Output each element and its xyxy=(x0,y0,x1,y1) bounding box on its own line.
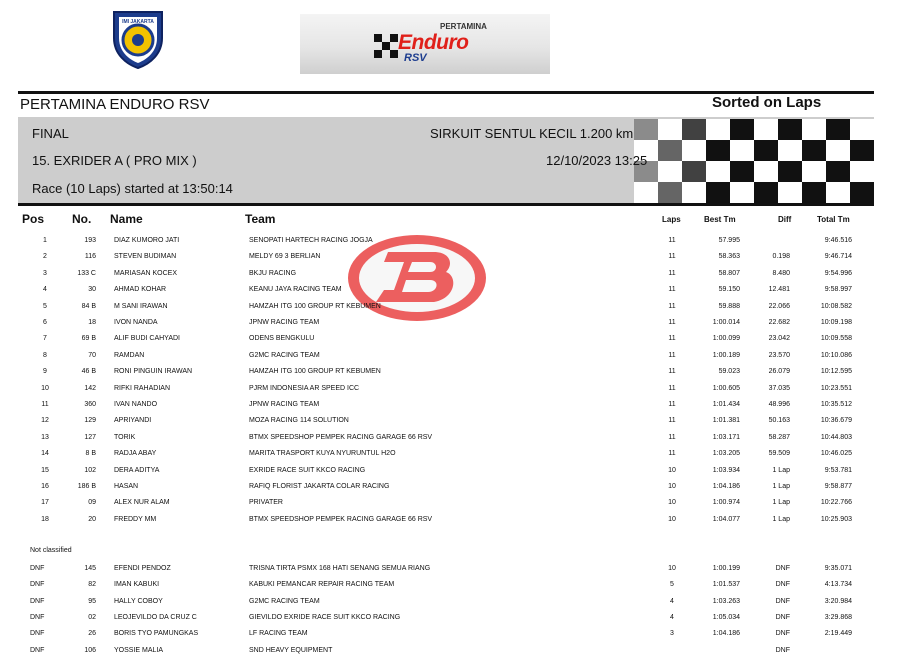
cell-team: KEANU JAYA RACING TEAM xyxy=(249,286,342,294)
cell-no: 84 B xyxy=(81,302,96,310)
checker-square xyxy=(634,182,658,203)
cell-laps: 11 xyxy=(668,401,676,408)
cell-no: 127 xyxy=(84,433,96,441)
cell-no: 145 xyxy=(84,565,96,572)
cell-diff: 12.481 xyxy=(768,286,790,294)
cell-diff: 48.996 xyxy=(768,401,790,408)
cell-best: 1:00.014 xyxy=(712,319,740,326)
cell-diff: 23.570 xyxy=(768,351,790,359)
col-header-name: Name xyxy=(110,212,143,226)
cell-total: 10:36.679 xyxy=(820,417,852,425)
cell-best: 1:00.199 xyxy=(712,565,740,572)
cell-name: BORIS TYO PAMUNGKAS xyxy=(114,630,199,638)
result-row xyxy=(0,334,900,350)
sponsor-pertamina-text: PERTAMINA xyxy=(440,22,487,31)
result-row xyxy=(0,515,900,531)
cell-pos: DNF xyxy=(30,565,45,572)
cell-pos: 6 xyxy=(43,319,47,326)
cell-team: EXRIDE RACE SUIT KKCO RACING xyxy=(249,466,366,474)
cell-no: 8 B xyxy=(85,450,96,458)
cell-best: 59.023 xyxy=(718,368,740,376)
cell-team: GIEVILDO EXRIDE RACE SUIT KKCO RACING xyxy=(249,613,401,621)
cell-name: TORIK xyxy=(114,433,136,441)
sort-label: Sorted on Laps xyxy=(712,94,822,111)
cell-team: MELDY 69 3 BERLIAN xyxy=(249,253,321,261)
dnf-row xyxy=(0,564,900,580)
cell-diff: 8.480 xyxy=(772,269,790,277)
result-row xyxy=(0,351,900,367)
cell-team: G2MC RACING TEAM xyxy=(249,597,320,605)
race-class: 15. EXRIDER A ( PRO MIX ) xyxy=(32,153,197,168)
checker-square xyxy=(730,119,754,140)
cell-no: 186 B xyxy=(77,483,96,490)
cell-best: 57.995 xyxy=(718,237,740,244)
circuit-name: SIRKUIT SENTUL KECIL 1.200 km xyxy=(430,126,634,141)
checker-square xyxy=(706,140,730,161)
result-row xyxy=(0,433,900,449)
cell-pos: 12 xyxy=(41,417,49,425)
checker-square xyxy=(802,182,826,203)
cell-best: 1:00.974 xyxy=(712,499,740,507)
cell-best: 1:00.099 xyxy=(712,335,740,343)
checker-square xyxy=(850,161,874,182)
cell-no: 142 xyxy=(84,384,96,392)
result-row xyxy=(0,482,900,498)
result-row xyxy=(0,269,900,285)
cell-laps: 11 xyxy=(668,351,676,359)
col-header-best: Best Tm xyxy=(704,215,736,224)
pertamina-enduro-logo xyxy=(300,14,550,74)
cell-pos: 11 xyxy=(41,401,49,408)
cell-name: IVAN NANDO xyxy=(114,401,158,408)
checker-square xyxy=(658,182,682,203)
cell-best: 1:01.434 xyxy=(712,401,740,408)
cell-diff: 1 Lap xyxy=(772,483,790,490)
cell-name: HALLY COBOY xyxy=(114,597,163,605)
cell-laps: 11 xyxy=(668,286,676,294)
cell-total: 10:35.512 xyxy=(820,401,852,408)
cell-total: 3:20.984 xyxy=(824,597,852,605)
cell-pos: DNF xyxy=(30,646,45,654)
cell-total: 9:46.516 xyxy=(824,237,852,244)
cell-team: JPNW RACING TEAM xyxy=(249,401,320,408)
cell-no: 26 xyxy=(88,630,96,638)
cell-name: DIAZ KUMORO JATI xyxy=(114,237,180,244)
cell-total: 10:08.582 xyxy=(820,302,852,310)
cell-pos: 14 xyxy=(41,450,49,458)
cell-team: PRIVATER xyxy=(249,499,283,507)
dnf-row xyxy=(0,646,900,662)
cell-pos: 4 xyxy=(43,286,47,294)
cell-diff: DNF xyxy=(775,565,790,572)
cell-pos: 15 xyxy=(41,466,49,474)
cell-name: IMAN KABUKI xyxy=(114,581,160,589)
checker-square xyxy=(826,119,850,140)
col-header-no: No. xyxy=(72,212,92,226)
cell-diff: 1 Lap xyxy=(772,466,790,474)
cell-pos: 8 xyxy=(43,351,47,359)
cell-best: 58.807 xyxy=(718,269,740,277)
cell-diff: DNF xyxy=(775,630,790,638)
cell-laps: 5 xyxy=(670,581,674,589)
cell-diff: 22.066 xyxy=(768,302,790,310)
cell-total: 4:13.734 xyxy=(824,581,852,589)
cell-name: FREDDY MM xyxy=(114,515,157,523)
cell-team: RAFIQ FLORIST JAKARTA COLAR RACING xyxy=(249,483,390,490)
checker-square xyxy=(802,140,826,161)
cell-best: 1:00.605 xyxy=(712,384,740,392)
cell-total: 10:12.595 xyxy=(820,368,852,376)
cell-total: 10:09.198 xyxy=(820,319,852,326)
cell-team: G2MC RACING TEAM xyxy=(249,351,320,359)
cell-team: MOZA RACING 114 SOLUTION xyxy=(249,417,349,425)
cell-team: KABUKI PEMANCAR REPAIR RACING TEAM xyxy=(249,581,395,589)
not-classified-label: Not classified xyxy=(30,547,72,554)
checker-square xyxy=(682,161,706,182)
cell-no: 133 C xyxy=(77,269,96,277)
dnf-row xyxy=(0,613,900,629)
cell-no: 18 xyxy=(88,319,96,326)
result-row xyxy=(0,416,900,432)
cell-team: PJRM INDONESIA AR SPEED ICC xyxy=(249,384,360,392)
cell-total: 2:19.449 xyxy=(824,630,852,638)
cell-total: 9:58.877 xyxy=(824,483,852,490)
cell-name: ALEX NUR ALAM xyxy=(114,499,170,507)
cell-no: 95 xyxy=(88,597,96,605)
imi-logo-text: IMI JAKARTA xyxy=(122,19,154,25)
cell-team: JPNW RACING TEAM xyxy=(249,319,320,326)
cell-best: 1:00.189 xyxy=(712,351,740,359)
result-row xyxy=(0,466,900,482)
col-header-pos: Pos xyxy=(22,212,45,226)
cell-team: SENOPATI HARTECH RACING JOGJA xyxy=(249,237,373,244)
cell-no: 69 B xyxy=(81,335,96,343)
checker-square xyxy=(754,161,778,182)
cell-team: LF RACING TEAM xyxy=(249,630,308,638)
cell-laps: 3 xyxy=(670,630,674,638)
checker-square xyxy=(778,182,802,203)
cell-laps: 4 xyxy=(670,613,674,621)
cell-name: RAMDAN xyxy=(114,351,145,359)
cell-best: 1:03.934 xyxy=(712,466,740,474)
result-row xyxy=(0,449,900,465)
imi-logo xyxy=(108,8,168,70)
cell-laps: 11 xyxy=(668,384,676,392)
cell-pos: DNF xyxy=(30,581,45,589)
checker-square xyxy=(826,161,850,182)
checker-square xyxy=(826,182,850,203)
cell-pos: 3 xyxy=(43,269,47,277)
race-date-time: 12/10/2023 13:25 xyxy=(546,153,648,168)
result-row xyxy=(0,252,900,268)
checker-square xyxy=(706,182,730,203)
cell-pos: 13 xyxy=(41,433,49,441)
cell-pos: 2 xyxy=(43,253,47,261)
cell-no: 193 xyxy=(84,237,96,244)
checkered-flag-icon xyxy=(374,34,398,58)
cell-total: 10:10.086 xyxy=(820,351,852,359)
checker-square xyxy=(850,182,874,203)
checker-square xyxy=(634,119,658,140)
cell-pos: 9 xyxy=(43,368,47,376)
checker-square xyxy=(706,161,730,182)
cell-name: YOSSIE MALIA xyxy=(114,646,164,654)
cell-no: 09 xyxy=(88,499,96,507)
result-row xyxy=(0,285,900,301)
cell-diff: 0.198 xyxy=(772,253,790,261)
cell-diff: 22.682 xyxy=(768,319,790,326)
cell-best: 1:03.171 xyxy=(712,433,740,441)
cell-diff: DNF xyxy=(775,613,790,621)
checker-square xyxy=(802,119,826,140)
cell-diff: DNF xyxy=(775,581,790,589)
cell-name: ALIF BUDI CAHYADI xyxy=(114,335,180,343)
result-row xyxy=(0,498,900,514)
cell-total: 10:25.903 xyxy=(820,515,852,523)
result-row xyxy=(0,384,900,400)
cell-diff: 1 Lap xyxy=(772,515,790,523)
col-header-team: Team xyxy=(245,212,276,226)
cell-name: STEVEN BUDIMAN xyxy=(114,253,177,261)
cell-no: 30 xyxy=(88,286,96,294)
cell-total: 9:35.071 xyxy=(824,565,852,572)
cell-name: DERA ADITYA xyxy=(114,466,160,474)
cell-no: 106 xyxy=(84,646,96,654)
cell-diff: 26.079 xyxy=(768,368,790,376)
cell-total: 10:09.558 xyxy=(820,335,852,343)
cell-laps: 11 xyxy=(668,450,676,458)
cell-laps: 11 xyxy=(668,302,676,310)
cell-no: 360 xyxy=(84,401,96,408)
cell-name: LEOJEVILDO DA CRUZ C xyxy=(114,613,197,621)
cell-total: 10:44.803 xyxy=(820,433,852,441)
checker-square xyxy=(730,161,754,182)
checker-square xyxy=(802,161,826,182)
cell-team: TRISNA TIRTA PSMX 168 HATI SENANG SEMUA RIANG xyxy=(249,565,431,572)
cell-no: 46 B xyxy=(81,368,96,376)
cell-name: MARIASAN KOCEX xyxy=(114,269,178,277)
cell-laps: 4 xyxy=(670,597,674,605)
cell-best: 1:05.034 xyxy=(712,613,740,621)
col-header-laps: Laps xyxy=(662,215,681,224)
checker-square xyxy=(730,140,754,161)
cell-pos: 16 xyxy=(41,483,49,490)
cell-pos: DNF xyxy=(30,630,45,638)
result-row xyxy=(0,318,900,334)
cell-pos: 10 xyxy=(41,384,49,392)
result-row xyxy=(0,367,900,383)
result-row xyxy=(0,236,900,252)
checker-square xyxy=(754,182,778,203)
cell-best: 59.888 xyxy=(718,302,740,310)
cell-best: 1:04.186 xyxy=(712,483,740,490)
cell-team: HAMZAH ITG 100 GROUP RT KEBUMEN xyxy=(249,368,381,376)
col-header-diff: Diff xyxy=(778,215,792,224)
checker-square xyxy=(778,161,802,182)
cell-best: 1:04.077 xyxy=(712,515,740,523)
cell-total: 10:23.551 xyxy=(820,384,852,392)
checker-square xyxy=(850,140,874,161)
cell-pos: 17 xyxy=(41,499,49,507)
checker-square xyxy=(658,140,682,161)
cell-laps: 11 xyxy=(668,253,676,261)
cell-no: 129 xyxy=(84,417,96,425)
dnf-row xyxy=(0,629,900,645)
cell-team: HAMZAH ITG 100 GROUP RT KEBUMEN xyxy=(249,302,381,310)
cell-team: BTMX SPEEDSHOP PEMPEK RACING GARAGE 66 RSV xyxy=(249,515,433,523)
cell-total: 10:22.766 xyxy=(820,499,852,507)
cell-total: 3:29.868 xyxy=(824,613,852,621)
sponsor-rsv-text: RSV xyxy=(404,52,427,64)
checker-square xyxy=(682,140,706,161)
cell-name: EFENDI PENDOZ xyxy=(114,565,171,572)
checker-square xyxy=(658,119,682,140)
cell-diff: 1 Lap xyxy=(772,499,790,507)
cell-no: 20 xyxy=(88,515,96,523)
dnf-row xyxy=(0,580,900,596)
race-start-info: Race (10 Laps) started at 13:50:14 xyxy=(32,181,233,196)
checkered-flag-banner xyxy=(634,119,874,203)
cell-best: 1:04.186 xyxy=(712,630,740,638)
cell-name: RONI PINGUIN IRAWAN xyxy=(114,368,193,376)
cell-no: 116 xyxy=(84,253,96,261)
cell-pos: DNF xyxy=(30,613,45,621)
meet-title: PERTAMINA ENDURO RSV xyxy=(20,96,210,113)
cell-best: 1:01.381 xyxy=(712,417,740,425)
cell-diff: 23.042 xyxy=(768,335,790,343)
cell-no: 02 xyxy=(88,613,96,621)
cell-laps: 10 xyxy=(668,483,676,490)
cell-best: 58.363 xyxy=(718,253,740,261)
cell-name: M SANI IRAWAN xyxy=(114,302,168,310)
cell-laps: 11 xyxy=(668,368,676,376)
cell-team: MARITA TRASPORT KUYA NYURUNTUL H2O xyxy=(249,450,396,458)
cell-diff: 59.509 xyxy=(768,450,790,458)
cell-name: APRIYANDI xyxy=(114,417,152,425)
cell-laps: 10 xyxy=(668,565,676,572)
checker-square xyxy=(706,119,730,140)
checker-square xyxy=(730,182,754,203)
checker-square xyxy=(754,119,778,140)
checker-square xyxy=(826,140,850,161)
cell-diff: 58.287 xyxy=(768,433,790,441)
cell-total: 9:54.996 xyxy=(824,269,852,277)
cell-name: RADJA ABAY xyxy=(114,450,157,458)
cell-pos: 1 xyxy=(43,237,47,244)
cell-laps: 11 xyxy=(668,237,676,244)
cell-team: BTMX SPEEDSHOP PEMPEK RACING GARAGE 66 RSV xyxy=(249,433,433,441)
cell-diff: DNF xyxy=(775,646,790,654)
cell-team: BKJU RACING xyxy=(249,269,297,277)
header-bottom-rule xyxy=(18,203,874,206)
cell-diff: 37.035 xyxy=(768,384,790,392)
cell-name: IVON NANDA xyxy=(114,319,158,326)
cell-name: HASAN xyxy=(114,483,139,490)
checker-square xyxy=(658,161,682,182)
cell-best: 1:03.205 xyxy=(712,450,740,458)
cell-diff: DNF xyxy=(775,597,790,605)
cell-best: 59.150 xyxy=(718,286,740,294)
result-row xyxy=(0,302,900,318)
cell-no: 70 xyxy=(88,351,96,359)
cell-total: 9:53.781 xyxy=(824,466,852,474)
checker-square xyxy=(682,119,706,140)
result-row xyxy=(0,400,900,416)
cell-laps: 11 xyxy=(668,319,676,326)
cell-name: AHMAD KOHAR xyxy=(114,286,167,294)
cell-no: 82 xyxy=(88,581,96,589)
cell-team: SND HEAVY EQUIPMENT xyxy=(249,646,333,654)
sponsor-enduro-text: Enduro xyxy=(398,31,469,54)
cell-pos: DNF xyxy=(30,597,45,605)
session-name: FINAL xyxy=(32,126,69,141)
cell-total: 9:46.714 xyxy=(824,253,852,261)
cell-laps: 11 xyxy=(668,433,676,441)
cell-diff: 50.163 xyxy=(768,417,790,425)
cell-team: ODENS BENGKULU xyxy=(249,335,315,343)
dnf-row xyxy=(0,597,900,613)
cell-name: RIFKI RAHADIAN xyxy=(114,384,171,392)
checker-square xyxy=(850,119,874,140)
cell-laps: 10 xyxy=(668,515,676,523)
cell-pos: 7 xyxy=(43,335,47,343)
cell-no: 102 xyxy=(84,466,96,474)
cell-best: 1:03.263 xyxy=(712,597,740,605)
cell-pos: 18 xyxy=(41,515,49,523)
cell-laps: 11 xyxy=(668,269,676,277)
cell-total: 9:58.997 xyxy=(824,286,852,294)
checker-square xyxy=(778,140,802,161)
checker-square xyxy=(682,182,706,203)
cell-laps: 10 xyxy=(668,466,676,474)
checker-square xyxy=(754,140,778,161)
cell-laps: 11 xyxy=(668,417,676,425)
cell-laps: 11 xyxy=(668,335,676,343)
col-header-total: Total Tm xyxy=(817,215,850,224)
cell-laps: 10 xyxy=(668,499,676,507)
cell-total: 10:46.025 xyxy=(820,450,852,458)
cell-best: 1:01.537 xyxy=(712,581,740,589)
cell-pos: 5 xyxy=(43,302,47,310)
checker-square xyxy=(778,119,802,140)
